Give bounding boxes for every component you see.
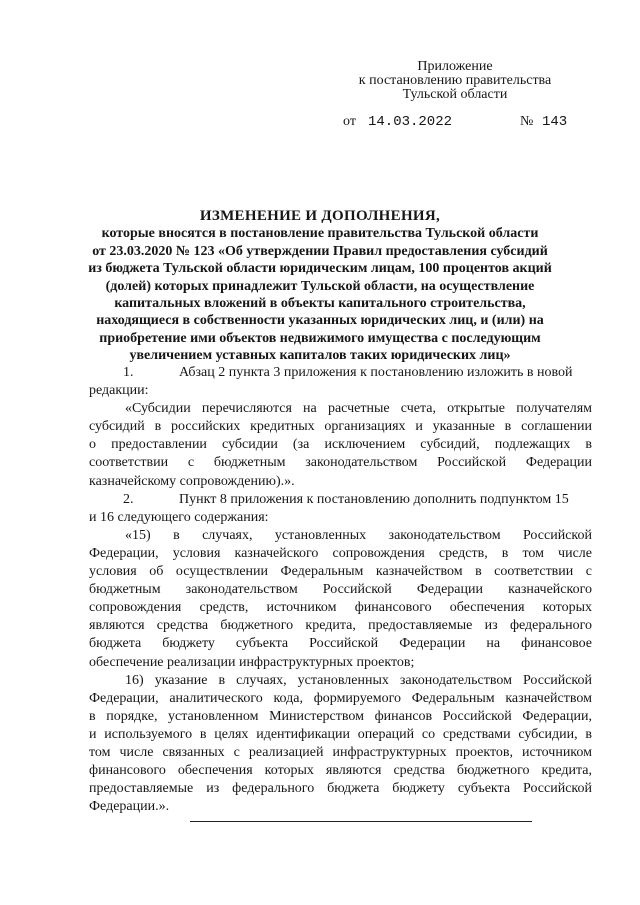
paragraph-1-line: [89, 364, 592, 382]
quote-1-line: «Субсидии перечисляются на расчетные счета, открытые получателям: [125, 401, 592, 417]
document-title: [40, 208, 600, 365]
item-number: 1.: [123, 365, 134, 380]
title-line: капитальных вложений в объекты капитального строительства,: [114, 296, 526, 312]
quote-3-line: Федерации, аналитического кода, формируемого Федеральным казначейством: [89, 690, 592, 706]
title-line: (долей) которых принадлежит Тульской области, на осуществление: [105, 278, 535, 294]
appendix-line: к постановлению правительства: [358, 73, 552, 88]
date-label: от: [343, 114, 356, 129]
paragraph-2-line: и 16 следующего содержания:: [89, 509, 269, 525]
quote-3-line: предоставляемые из федерального бюджета бюджету субъекта Российской: [89, 781, 592, 797]
document-date: 14.03.2022: [368, 114, 453, 130]
title-line: приобретение ими объектов недвижимого имущества с последующим: [99, 330, 541, 346]
appendix-header: [340, 60, 570, 102]
number-label: №: [520, 114, 534, 129]
appendix-line: Тульской области: [402, 87, 508, 102]
quote-3-line: и используемого в целях идентификации операций со средствами субсидии, в: [89, 726, 592, 742]
quote-3-line: финансового обеспечения которых являются средства бюджетного кредита,: [89, 763, 592, 779]
quote-3-line: 16) указание в случаях, установленных законодательством Российской: [125, 672, 592, 688]
quote-3-line: в порядке, установленном Министерством финансов Российской Федерации,: [89, 708, 592, 724]
quote-3-line: Федерации.».: [89, 799, 170, 815]
quote-2-line: сопровождения средств, источником финансового обеспечения которых: [89, 600, 592, 616]
quote-1-line: соответствии с бюджетным законодательством Российской Федерации: [89, 455, 592, 471]
quote-1-line: субсидий в российских кредитных организациях и указанные в соглашении: [89, 419, 592, 435]
title-line: от 23.03.2020 № 123 «Об утверждении Правил предоставления субсидий: [92, 243, 548, 259]
closing-divider: [190, 821, 532, 822]
quote-2-line: обеспечение реализации инфраструктурных проектов;: [89, 654, 415, 670]
quote-2-line: «15) в случаях, установленных законодательством Российской: [125, 527, 592, 543]
title-line: которые вносятся в постановление правительства Тульской области: [101, 226, 539, 242]
quote-2-line: Федерации, условия казначейского сопровождения средств, в том числе: [89, 545, 592, 561]
title-main: ИЗМЕНЕНИЕ И ДОПОЛНЕНИЯ,: [199, 208, 441, 224]
quote-2-line: являются средства бюджетного кредита, предоставляемые из федерального: [89, 618, 592, 634]
document-number: 143: [542, 114, 568, 130]
item-number: 2.: [123, 491, 134, 507]
quote-2-line: бюджетным законодательством Российской Федерации казначейского: [89, 582, 592, 598]
title-line: находящиеся в собственности указанных юридических лиц, и (или) на: [96, 313, 544, 329]
paragraph-text: Пункт 8 приложения к постановлению дополнить подпунктом 15: [179, 491, 569, 507]
quote-2-line: бюджета бюджету субъекта Российской Федерации на финансовое: [89, 636, 592, 652]
document-body: [89, 364, 592, 816]
appendix-line: Приложение: [417, 59, 493, 74]
paragraph-text: Абзац 2 пункта 3 приложения к постановлению изложить в новой: [179, 365, 573, 380]
paragraph-2-line: [89, 491, 592, 509]
paragraph-1-line: редакции:: [89, 383, 149, 399]
quote-3-line: том числе связанных с реализацией инфраструктурных проектов, источником: [89, 744, 592, 760]
quote-2-line: условия об осуществлении Федеральным казначейством в соответствии с: [89, 564, 592, 580]
quote-1-line: о предоставлении субсидии (за исключением субсидий, подлежащих в: [89, 437, 592, 453]
title-line: из бюджета Тульской области юридическим лицам, 100 процентов акций: [88, 261, 552, 277]
quote-1-line: казначейскому сопровождению).».: [89, 473, 295, 489]
title-line: увеличением уставных капиталов таких юридических лиц»: [129, 348, 511, 364]
